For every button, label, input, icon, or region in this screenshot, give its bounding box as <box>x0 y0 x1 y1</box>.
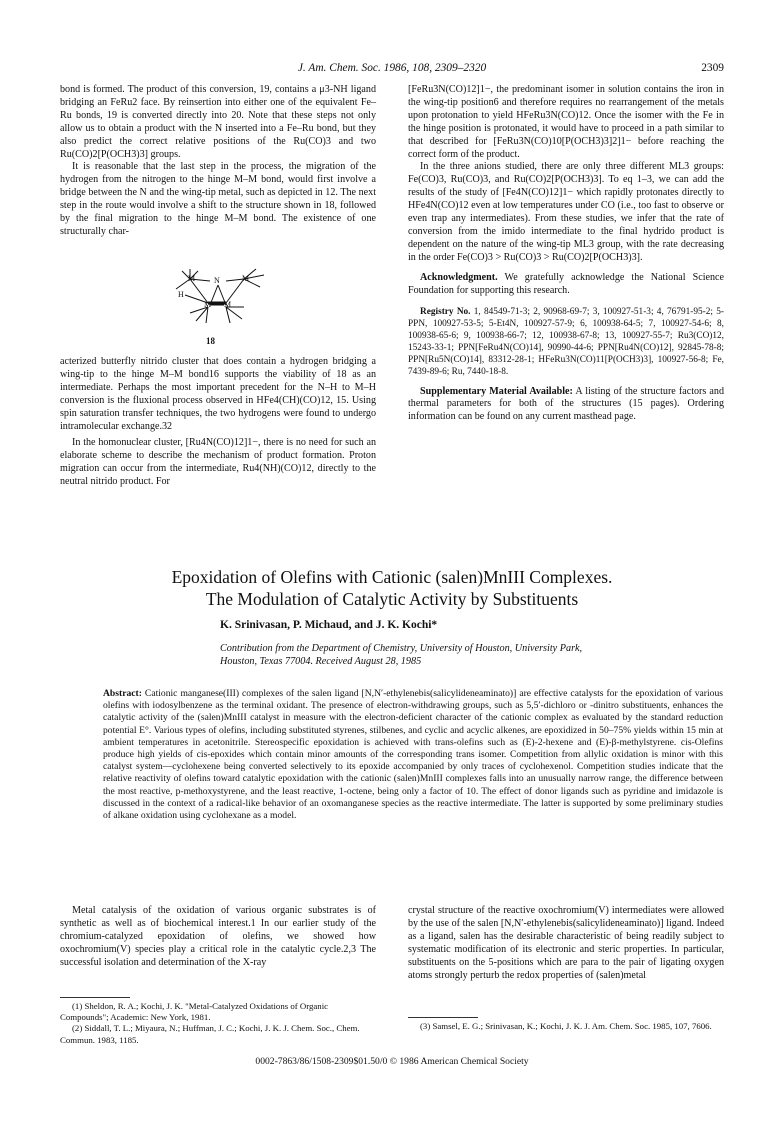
right-column <box>408 84 724 424</box>
right-paragraph-2: In the three anions studied, there are only three different ML3 groups: Fe(CO)3, Ru(CO)3, and Ru(CO)2[P(OCH3)3]. To eq 1–3, we can add the results of the study of [Fe4N(CO)12]1− which rapidly protonates directly to HFe4N(CO)12 even at low temperatures under CO (i.e., too fast to observe or even trap any intermediates). From these studies, we infer that the rate of conversion from the imido intermediate to the final hydrido product is dependent on the nature of the wing-tip ML3 group, with the rate decreasing in the order Fe(CO)3 > Ru(CO)3 > Ru(CO)2[P(OCH3)3]. <box>408 161 724 263</box>
body-right-column <box>408 905 724 982</box>
left-paragraph-2: It is reasonable that the last step in the process, the migration of the hydrogen from the nitrogen to the hinge M–M bond, would first involve a bridge between the N and the wing-tip metal, such as depicted in 12. The next step in the route would involve a shift to the structure shown in 18, followed by the final migration to the hinge M–M bond. The existence of one structurally char- <box>60 161 376 237</box>
body-left-paragraph: Metal catalysis of the oxidation of various organic substrates is of synthetic as well as of biochemical interest.1 In our earlier study of the chromium-catalyzed epoxidation of olefins, we showed how oxochromium(V) species play a critical role in the catalytic cycle.2,3 The successful isolation and determination of the X-ray <box>60 905 376 968</box>
svg-text:N: N <box>214 276 220 285</box>
acknowledgment <box>408 272 724 298</box>
article-title <box>60 567 724 610</box>
svg-text:M: M <box>224 300 232 309</box>
supplementary-heading: Supplementary Material Available: <box>420 385 573 397</box>
footnote-rule-left <box>60 997 130 998</box>
abstract <box>103 688 723 822</box>
registry-text: 1, 84549-71-3; 2, 90968-69-7; 3, 100927-51-3; 4, 76791-95-2; 5-PPN, 100927-53-5; 5-Et4N, 100927-57-9; 6, 100938-64-5; 7, 100927-54-6; 8, 100938-65-6; 9, 100938-66-7; 12, 100938-67-8; 13, 100927-55-7; Ru3(CO)12, 15243-33-1; PPN[FeRu4N(CO)14], 90990-44-6; PPN[Ru4N(CO)12], 92845-78-8; PPN[Ru5N(CO)14], 83312-28-1; HFeRu3N(CO)11[P(OCH3)3], 100927-56-8; Fe, 7439-89-6; Ru, 7440-18-8. <box>408 306 724 377</box>
article-title-line-2: The Modulation of Catalytic Activity by Substituents <box>205 588 579 609</box>
left-paragraph-4: In the homonuclear cluster, [Ru4N(CO)12]1−, there is no need for such an elaborate scheme to describe the mechanism of product formation. Proton migration can occur from the intermediate, Ru4(NH)(CO)12, directly to the neutral nitrido product. For <box>60 437 376 488</box>
acknowledgment-text: We gratefully acknowledge the National Science Foundation for supporting this research. <box>408 271 724 296</box>
affiliation-line-2: Houston, Texas 77004. Received August 28, 1985 <box>220 656 422 667</box>
footnote-1: (1) Sheldon, R. A.; Kochi, J. K. "Metal-Catalyzed Oxidations of Organic Compounds"; Academic: New York, 1981. <box>60 1001 329 1023</box>
left-paragraph-1: bond is formed. The product of this conversion, 19, contains a μ3-NH ligand bridging an FeRu2 face. By reinsertion into either one of the equivalent Fe–Ru bonds, 19 is converted directly into 20. Note that these steps not only allow us to obtain a product with the N inserted into a Fe–Ru bond, but they also predict the correct relative positions of the Ru(CO)3 and two Ru(CO)2[P(OCH3)3] groups. <box>60 84 376 160</box>
acknowledgment-heading: Acknowledgment. <box>420 271 498 283</box>
abstract-heading: Abstract: <box>103 688 142 699</box>
affiliation-line-1: Contribution from the Department of Chemistry, University of Houston, University Park, <box>220 643 583 654</box>
svg-text:M: M <box>242 274 250 283</box>
footnotes-right <box>408 1021 724 1032</box>
svg-text:M: M <box>188 274 196 283</box>
structure-number: 18 <box>206 336 215 346</box>
registry-numbers <box>408 306 724 378</box>
article-title-line-1: Epoxidation of Olefins with Cationic (salen)MnIII Complexes. <box>171 567 613 587</box>
footnotes-left <box>60 1001 376 1046</box>
body-right-paragraph: crystal structure of the reactive oxochromium(V) intermediates were allowed by the use of the salen [N,N′-ethylenebis(salicylideneaminato)] ligand. Indeed as a ligand, salen has the desirable characteristic of being readily subject to systematic modification of its electronic and steric properties. In particular, substituents on the 5-positions which are para to the pair of ligating oxygen atoms strongly perturb the redox properties of (salen)metal <box>408 905 724 981</box>
svg-text:H: H <box>178 290 184 299</box>
registry-heading: Registry No. <box>420 306 471 317</box>
article-affiliation <box>220 642 720 668</box>
article-authors: K. Srinivasan, P. Michaud, and J. K. Kochi* <box>220 619 438 631</box>
abstract-text: Cationic manganese(III) complexes of the salen ligand [N,N′-ethylenebis(salicylideneaminato)] are effective catalysts for the epoxidation of various olefins with iodosylbenzene as the terminal oxidant. The presence of electron-withdrawing groups, such as 5,5′-dichloro or -dinitro substituents, enhances the catalytic activity of the (salen)MnIII catalyst in measure with the electron-deficient character of the cationic complex as evaluated by the standard reduction potential E°. Various types of olefins, including substituted styrenes, stilbenes, and cyclic and acyclic alkenes, are epoxidized in 50–75% yields within 15 min at ambient temperatures in acetonitrile. Stereospecific epoxidation is achieved with trans-olefins such as (E)-2-hexene and (E)-β-methylstyrene. cis-Olefins produce high yields of cis-epoxides which contain minor amounts of the corresponding trans isomer. Competition from allylic oxidation is minor with this catalyst system—cyclohexene being converted selectively to its epoxide accompanied by only traces of cyclohexenol. Competition studies indicate that the relative reactivity of olefins toward catalytic epoxidation with the cationic (salen)MnIII complexes falls into an unusually narrow range, the difference between the most reactive, p-methoxystyrene, and the least reactive, 1-octene, being only a factor of 10. The effect of donor ligands such as pyridine and imidazole is discussed in the context of a radical-like behavior of an oxomanganese species as the reactive intermediate. The latter is supported by some preliminary studies of alkane oxidation using cyclohexane as a model. <box>103 688 723 822</box>
footnote-2: (2) Siddall, T. L.; Miyaura, N.; Huffman, J. C.; Kochi, J. K. J. Chem. Soc., Chem. Commun. 1983, 1185. <box>60 1023 360 1045</box>
body-left-column <box>60 905 376 970</box>
footnote-3: (3) Samsel, E. G.; Srinivasan, K.; Kochi, J. K. J. Am. Chem. Soc. 1985, 107, 7606. <box>420 1021 712 1031</box>
footnote-rule-right <box>408 1017 478 1018</box>
cluster-structure-diagram <box>160 263 280 343</box>
journal-citation: J. Am. Chem. Soc. 1986, 108, 2309–2320 <box>297 62 487 74</box>
left-column-bottom <box>60 356 376 489</box>
supplementary-text: A listing of the structure factors and thermal parameters for both of the structures (15 pages). Ordering information can be found on any current masthead page. <box>408 385 724 423</box>
left-column-top <box>60 84 376 239</box>
supplementary-material <box>408 386 724 425</box>
svg-text:M: M <box>204 300 212 309</box>
right-paragraph-1: [FeRu3N(CO)12]1−, the predominant isomer in solution contains the iron in the wing-tip position6 and therefore requires no rearrangement of the metals upon protonation to yield HFeRu3N(CO)12. Once the isomer with the Fe in the hinge position is protonated, it would have to proceed in a path similar to that described for [FeRu3N(CO)10[P(OCH3)3]2]1− before reaching the correct form of the product. <box>408 84 724 160</box>
left-paragraph-3: acterized butterfly nitrido cluster that does contain a hydrogen bridging a wing-tip to the hinge M–M bond16 supports the viability of 18 as an intermediate. Perhaps the most important precedent for the N–H to M–H conversion is the fluxional process observed in HFe4(CH)(CO)12, 15. Using spin saturation transfer techniques, the two hydrogens were found to undergo intramolecular exchange.32 <box>60 356 376 432</box>
copyright-footer: 0002-7863/86/1508-2309$01.50/0 © 1986 American Chemical Society <box>255 1056 529 1067</box>
page-number: 2309 <box>701 62 724 74</box>
